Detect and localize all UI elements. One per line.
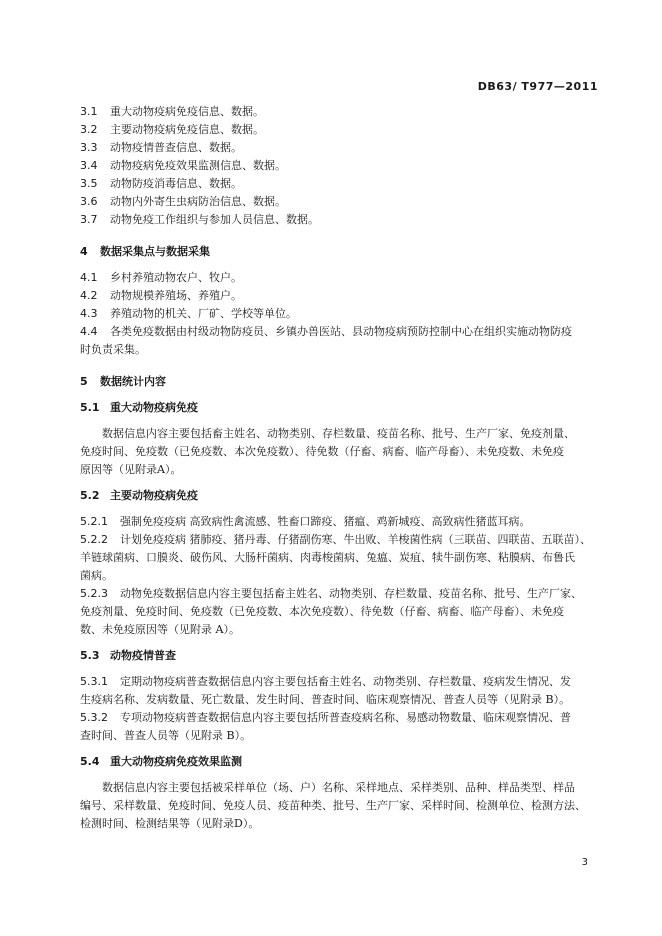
subsection-heading-5-3: 5.3 动物疫情普查 xyxy=(80,649,176,662)
document-body xyxy=(80,103,600,833)
list-item: 4.1 乡村养殖动物农户、牧户。 xyxy=(80,271,242,284)
list-item-continuation: 时负责采集。 xyxy=(80,343,146,356)
list-item: 3.3 动物疫情普查信息、数据。 xyxy=(80,141,242,154)
list-item: 3.6 动物内外寄生虫病防治信息、数据。 xyxy=(80,195,286,208)
paragraph-line: 检测时间、检测结果等（见附录D）。 xyxy=(80,817,260,830)
paragraph-line: 免疫时间、免疫数（已免疫数、本次免疫数）、待免数（仔畜、病畜、临产母畜）、未免疫数、未免疫 xyxy=(80,445,564,458)
paragraph-line: 羊链球菌病、口膜炎、破伤风、大肠杆菌病、肉毒梭菌病、兔瘟、炭疽、犊牛副伤寒、粘膜病、布鲁氏 xyxy=(80,551,575,564)
list-item: 4.4 各类免疫数据由村级动物防疫员、乡镇办兽医站、县动物疫病预防控制中心在组织实施动物防疫 xyxy=(80,325,572,338)
section-heading-4: 4 数据采集点与数据采集 xyxy=(80,245,210,258)
paragraph-line: 原因等（见附录A）。 xyxy=(80,463,182,476)
paragraph-line: 生疫病名称、发病数量、死亡数量、发生时间、普查时间、临床观察情况、普查人员等（见附录 B）。 xyxy=(80,693,571,706)
paragraph-line: 查时间、普查人员等（见附录 B）。 xyxy=(80,729,252,742)
subsection-heading-5-4: 5.4 重大动物疫病免疫效果监测 xyxy=(80,755,242,768)
paragraph-line: 数、未免疫原因等（见附录 A）。 xyxy=(80,623,240,636)
clause-5-3-2: 5.3.2 专项动物疫病普查数据信息内容主要包括所普查疫病名称、易感动物数量、临床观察情况、普 xyxy=(80,711,571,724)
section-heading-5: 5 数据统计内容 xyxy=(80,375,166,388)
list-item: 3.4 动物疫病免疫效果监测信息、数据。 xyxy=(80,159,286,172)
subsection-heading-5-1: 5.1 重大动物疫病免疫 xyxy=(80,401,198,414)
clause-5-2-1: 5.2.1 强制免疫疫病 高致病性禽流感、牲畜口蹄疫、猪瘟、鸡新城疫、高致病性猪蓝耳病。 xyxy=(80,515,531,528)
paragraph-line: 免疫剂量、免疫时间、免疫数（已免疫数、本次免疫数）、待免数（仔畜、病畜、临产母畜）、未免疫 xyxy=(80,605,564,618)
list-item: 4.3 养殖动物的机关、厂矿、学校等单位。 xyxy=(80,307,297,320)
list-item: 3.7 动物免疫工作组织与参加人员信息、数据。 xyxy=(80,213,319,226)
page-number: 3 xyxy=(581,857,588,868)
subsection-heading-5-2: 5.2 主要动物疫病免疫 xyxy=(80,489,198,502)
clause-5-2-3: 5.2.3 动物免疫数据信息内容主要包括畜主姓名、动物类别、存栏数量、疫苗名称、批号、生产厂家、 xyxy=(80,587,582,600)
clause-5-3-1: 5.3.1 定期动物疫病普查数据信息内容主要包括畜主姓名、动物类别、存栏数量、疫病发生情况、发 xyxy=(80,675,571,688)
paragraph-line: 数据信息内容主要包括被采样单位（场、户）名称、采样地点、采样类别、品种、样品类型、样品 xyxy=(102,781,575,794)
clause-5-2-2: 5.2.2 计划免疫疫病 猪肺疫、猪丹毒、仔猪副伤寒、牛出败、羊梭菌性病（三联苗、四联苗、五联苗）、 xyxy=(80,533,591,546)
list-item: 3.1 重大动物疫病免疫信息、数据。 xyxy=(80,105,264,118)
paragraph-line: 数据信息内容主要包括畜主姓名、动物类别、存栏数量、疫苗名称、批号、生产厂家、免疫剂量、 xyxy=(102,427,575,440)
paragraph-line: 编号、采样数量、免疫时间、免疫人员、疫苗种类、批号、生产厂家、采样时间、检测单位、检测方法、 xyxy=(80,799,586,812)
list-item: 3.2 主要动物疫病免疫信息、数据。 xyxy=(80,123,264,136)
list-item: 4.2 动物规模养殖场、养殖户。 xyxy=(80,289,242,302)
list-item: 3.5 动物防疫消毒信息、数据。 xyxy=(80,177,242,190)
paragraph-line: 菌病。 xyxy=(80,569,113,582)
standard-code: DB63/ T977—2011 xyxy=(477,80,598,93)
